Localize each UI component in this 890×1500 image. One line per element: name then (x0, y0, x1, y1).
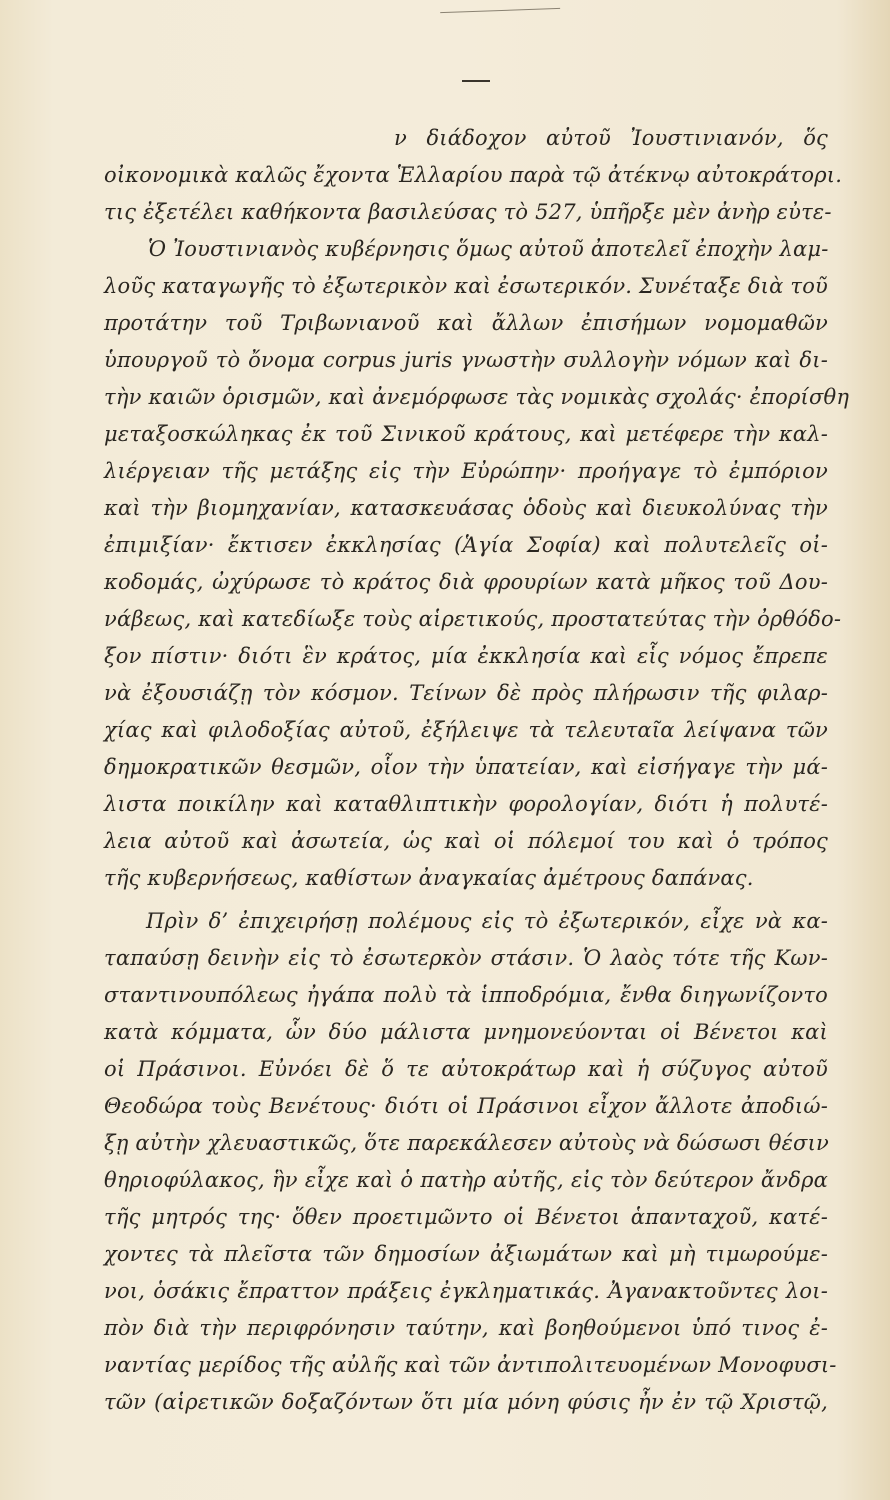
text-line: Ὁ Ἰουστινιανὸς κυβέρνησις ὅμως αὐτοῦ ἀποτελεῖ ἐποχὴν λαμ- (148, 237, 829, 261)
paragraph-1 (104, 120, 850, 897)
text-line: τῶν (αἱρετικῶν δοξαζόντων ὅτι μία μόνη φύσις ἦν ἐν τῷ Χριστῷ, (104, 1390, 828, 1414)
text-line: ναντίας μερίδος τῆς αὐλῆς καὶ τῶν ἀντιπολιτευομένων Μονοφυσι- (104, 1353, 837, 1377)
text-line: νὰ ἐξουσιάζῃ τὸν κόσμον. Τείνων δὲ πρὸς πλήρωσιν τῆς φιλαρ- (104, 681, 828, 705)
text-line: λοῦς καταγωγῆς τὸ ἐξωτερικὸν καὶ ἐσωτερικόν. Συνέταξε διὰ τοῦ (104, 274, 828, 298)
text-line: σταντινουπόλεως ἠγάπα πολὺ τὰ ἱπποδρόμια, ἔνθα διηγωνίζοντο (104, 983, 828, 1007)
text-line: θηριοφύλακος, ἣν εἶχε καὶ ὁ πατὴρ αὐτῆς, εἰς τὸν δεύτερον ἄνδρα (104, 1168, 828, 1192)
text-line: λιέργειαν τῆς μετάξης εἰς τὴν Εὐρώπην· προήγαγε τὸ ἐμπόριον (104, 459, 828, 483)
text-line: ἐπιμιξίαν· ἔκτισεν ἐκκλησίας (Ἁγία Σοφία) καὶ πολυτελεῖς οἰ- (104, 533, 828, 557)
text-line: οἰκονομικὰ καλῶς ἔχοντα Ἑλλαρίου παρὰ τῷ ἀτέκνῳ αὐτοκράτορι. (104, 163, 843, 187)
text-line: τῆς κυβερνήσεως, καθίστων ἀναγκαίας ἀμέτρους δαπάνας. (104, 866, 754, 890)
body-text (104, 120, 850, 1421)
text-line: ταπαύσῃ δεινὴν εἰς τὸ ἐσωτερκὸν στάσιν. Ὁ λαὸς τότε τῆς Κων- (104, 946, 828, 970)
text-line: τῆς μητρός της· ὅθεν προετιμῶντο οἱ Βένετοι ἁπανταχοῦ, κατέ- (104, 1205, 828, 1229)
paragraph-2 (104, 903, 837, 1421)
text-line: μεταξοσκώληκας ἐκ τοῦ Σινικοῦ κράτους, καὶ μετέφερε τὴν καλ- (104, 422, 828, 446)
text-line: Θεοδώρα τοὺς Βενέτους· διότι οἱ Πράσινοι εἶχον ἄλλοτε ἀποδιώ- (104, 1094, 828, 1118)
text-line: τις ἐξετέλει καθήκοντα βασιλεύσας τὸ 527, ὑπῆρξε μὲν ἀνὴρ εὐτε- (104, 200, 832, 224)
text-line: τὴν καιῶν ὁρισμῶν, καὶ ἀνεμόρφωσε τὰς νομικὰς σχολάς· ἐπορίσθη (104, 385, 850, 409)
text-line: χίας καὶ φιλοδοξίας αὐτοῦ, ἐξήλειψε τὰ τελευταῖα λείψανα τῶν (104, 718, 828, 742)
text-line: κοδομάς, ὠχύρωσε τὸ κράτος διὰ φρουρίων κατὰ μῆκος τοῦ Δου- (104, 570, 828, 594)
text-line: λεια αὐτοῦ καὶ ἀσωτεία, ὡς καὶ οἱ πόλεμοί του καὶ ὁ τρόπος (104, 829, 828, 853)
text-line: δημοκρατικῶν θεσμῶν, οἷον τὴν ὑπατείαν, καὶ εἰσήγαγε τὴν μά- (104, 755, 828, 779)
top-edge-mark (440, 0, 560, 13)
text-line: πὸν διὰ τὴν περιφρόνησιν ταύτην, καὶ βοηθούμενοι ὑπό τινος ἐ- (104, 1316, 828, 1340)
text-line: νοι, ὁσάκις ἔπραττον πράξεις ἐγκληματικάς. Ἀγανακτοῦντες λοι- (104, 1279, 828, 1303)
text-line: Πρὶν δ’ ἐπιχειρήσῃ πολέμους εἰς τὸ ἐξωτερικόν, εἶχε νὰ κα- (146, 909, 828, 933)
text-line: ξον πίστιν· διότι ἓν κράτος, μία ἐκκλησία καὶ εἷς νόμος ἔπρεπε (104, 644, 828, 668)
text-line: ξῃ αὐτὴν χλευαστικῶς, ὅτε παρεκάλεσεν αὐτοὺς νὰ δώσωσι θέσιν (104, 1131, 829, 1155)
text-line: ὑπουργοῦ τὸ ὄνομα corpus juris γνωστὴν συλλογὴν νόμων καὶ δι- (104, 348, 828, 372)
text-line: ν διάδοχον αὐτοῦ Ἰουστινιανόν, ὅς (394, 126, 828, 150)
text-line: καὶ τὴν βιομηχανίαν, κατασκευάσας ὁδοὺς καὶ διευκολύνας τὴν (104, 496, 828, 520)
text-line: χοντες τὰ πλεῖστα τῶν δημοσίων ἀξιωμάτων καὶ μὴ τιμωρούμε- (104, 1242, 828, 1266)
text-line: κατὰ κόμματα, ὧν δύο μάλιστα μνημονεύονται οἱ Βένετοι καὶ (104, 1020, 828, 1044)
text-line: νάβεως, καὶ κατεδίωξε τοὺς αἱρετικούς, προστατεύτας τὴν ὀρθόδο- (104, 607, 842, 631)
page-header-dash (462, 80, 490, 82)
text-line: λιστα ποικίλην καὶ καταθλιπτικὴν φορολογίαν, διότι ἡ πολυτέ- (104, 792, 828, 816)
text-line: προτάτην τοῦ Τριβωνιανοῦ καὶ ἄλλων ἐπισήμων νομομαθῶν (104, 311, 828, 335)
text-line: οἱ Πράσινοι. Εὐνόει δὲ ὅ τε αὐτοκράτωρ καὶ ἡ σύζυγος αὐτοῦ (104, 1057, 828, 1081)
